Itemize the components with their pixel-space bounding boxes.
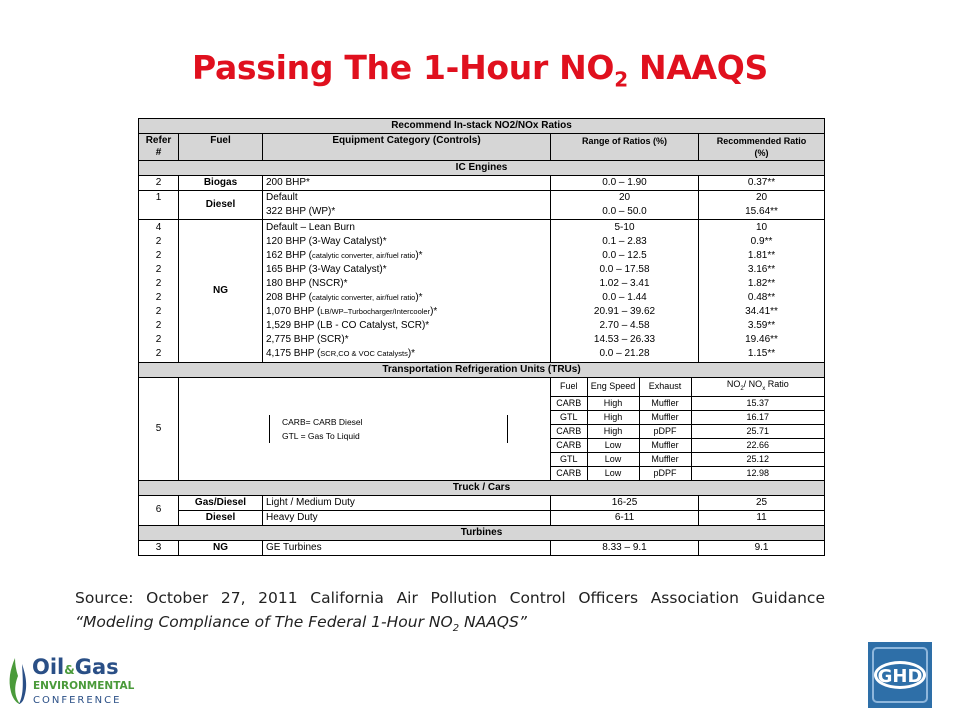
ref-cell: 5	[139, 378, 179, 481]
table-row: CARB High pDPF 25.71	[551, 424, 824, 438]
ref-value: 2	[155, 292, 162, 303]
equipment-value: 4,175 BHP (SCR,CO & VOC Catalysts)*	[266, 348, 416, 359]
equipment-cell: Light / Medium Duty	[263, 495, 551, 510]
table-caption: Recommend In-stack NO2/NOx Ratios	[139, 119, 825, 134]
recommended-cell: 15.64**	[699, 205, 825, 220]
ng-recommended-column	[699, 220, 825, 363]
fuel-cell: Gas/Diesel	[179, 495, 263, 510]
ng-ref-column	[139, 220, 179, 363]
equipment-value: Default – Lean Burn	[266, 222, 355, 233]
tru-subtable-cell	[551, 378, 825, 481]
range-cell: 0.0 – 1.90	[551, 176, 699, 191]
table-row: CARB High Muffler 15.37	[551, 396, 824, 410]
svg-text:Oil&Gas: Oil&Gas	[32, 655, 119, 679]
recommended-value: 10	[755, 222, 768, 233]
recommended-value: 0.9**	[750, 236, 773, 247]
recommended-cell: 25	[699, 495, 825, 510]
range-cell: 6-11	[551, 510, 699, 525]
equipment-value: 1,529 BHP (LB - CO Catalyst, SCR)*	[266, 320, 430, 331]
range-value: 5-10	[614, 222, 635, 233]
tru-left-area	[179, 378, 551, 481]
table-row: CARB Low Muffler 22.66	[551, 438, 824, 452]
fuel-cell: NG	[179, 220, 263, 363]
tru-header-ratio: $NO_2/$ $NO_x$ Ratio	[691, 378, 824, 396]
equipment-value: 120 BHP (3-Way Catalyst)*	[266, 236, 387, 247]
ref-value: 2	[155, 306, 162, 317]
tru-block	[139, 378, 825, 481]
equipment-cell: GE Turbines	[263, 540, 551, 555]
recommended-value: 1.15**	[747, 348, 776, 359]
tru-header-speed: Eng Speed	[587, 378, 639, 396]
range-value: 0.0 – 21.28	[599, 348, 650, 359]
section-turbines: Turbines	[139, 525, 825, 540]
range-value: 14.53 – 26.33	[593, 334, 656, 345]
section-trus: Transportation Refrigeration Units (TRUs)	[139, 363, 825, 378]
equipment-value: 2,775 BHP (SCR)*	[266, 334, 349, 345]
ref-value: 2	[155, 278, 162, 289]
equipment-value: 165 BHP (3-Way Catalyst)*	[266, 264, 387, 275]
recommended-cell: 11	[699, 510, 825, 525]
table-row	[139, 191, 825, 206]
equipment-value: 162 BHP (catalytic converter, air/fuel ratio)*	[266, 250, 423, 261]
equipment-cell: 322 BHP (WP)*	[263, 205, 551, 220]
range-value: 20.91 – 39.62	[593, 306, 656, 317]
source-citation: Source: October 27, 2011 California Air Pollution Control Officers Association Guidance “Modeling Compliance of The Federal 1-Hour $NO_2$ NAAQS”	[75, 589, 825, 635]
tru-header-row	[551, 378, 824, 396]
ref-value: 2	[155, 236, 162, 247]
ng-block	[139, 220, 825, 363]
equipment-value: 208 BHP (catalytic converter, air/fuel ratio)*	[266, 292, 423, 303]
range-value: 0.0 – 12.5	[602, 250, 647, 261]
table-row: GTL Low Muffler 25.12	[551, 452, 824, 466]
equipment-cell: Default	[263, 191, 551, 206]
table-row	[139, 495, 825, 510]
table-row: CARB Low pDPF 12.98	[551, 466, 824, 480]
recommended-cell: 0.37**	[699, 176, 825, 191]
col-header-ref: Refer #	[139, 134, 179, 161]
recommended-cell: 9.1	[699, 540, 825, 555]
recommended-value: 3.16**	[747, 264, 776, 275]
table-caption-row	[139, 119, 825, 134]
col-header-fuel: Fuel	[179, 134, 263, 161]
tru-fuel-legend: CARB= CARB Diesel GTL = Gas To Liquid	[270, 415, 508, 443]
section-truck-cars: Truck / Cars	[139, 480, 825, 495]
flame-drop-icon	[6, 650, 135, 710]
table-row	[139, 510, 825, 525]
tru-header-fuel: Fuel	[551, 378, 587, 396]
table-row: GTL High Muffler 16.17	[551, 410, 824, 424]
ref-value: 2	[155, 320, 162, 331]
table-row	[139, 176, 825, 191]
col-header-equipment: Equipment Category (Controls)	[263, 134, 551, 161]
ng-equipment-column	[263, 220, 551, 363]
range-value: 1.02 – 3.41	[599, 278, 650, 289]
col-header-recommended: Recommended Ratio (%)	[699, 134, 825, 161]
equipment-cell: Heavy Duty	[263, 510, 551, 525]
ref-value: 2	[155, 348, 162, 359]
range-cell: 20	[551, 191, 699, 206]
fuel-cell: Biogas	[179, 176, 263, 191]
ref-cell: 6	[139, 495, 179, 525]
ghd-badge-icon	[868, 642, 932, 708]
ref-value: 2	[155, 250, 162, 261]
fuel-cell: NG	[179, 540, 263, 555]
equipment-value: 180 BHP (NSCR)*	[266, 278, 348, 289]
oil-gas-conference-logo	[6, 650, 135, 710]
range-cell: 8.33 – 9.1	[551, 540, 699, 555]
range-value: 0.0 – 17.58	[599, 264, 650, 275]
recommended-value: 3.59**	[747, 320, 776, 331]
range-value: 0.0 – 1.44	[602, 292, 647, 303]
ref-value: 2	[155, 334, 162, 345]
ref-value: 4	[155, 222, 162, 233]
ref-cell: 1	[139, 191, 179, 220]
recommended-value: 1.81**	[747, 250, 776, 261]
equipment-value: 1,070 BHP (LB/WP–Turbocharger/Intercooler)*	[266, 306, 438, 317]
ratios-table	[138, 118, 825, 556]
tru-header-exhaust: Exhaust	[639, 378, 691, 396]
range-value: 2.70 – 4.58	[599, 320, 650, 331]
recommended-value: 34.41**	[745, 306, 778, 317]
ng-range-column	[551, 220, 699, 363]
ref-cell: 2	[139, 176, 179, 191]
ghd-logo	[868, 642, 932, 708]
range-value: 0.1 – 2.83	[602, 236, 647, 247]
ref-cell: 3	[139, 540, 179, 555]
ratios-table-container	[138, 118, 824, 556]
slide-title: Passing The 1-Hour $NO_2$ NAAQS	[191, 48, 769, 92]
col-header-range: Range of Ratios (%)	[551, 134, 699, 161]
svg-text:ENVIRONMENTAL: ENVIRONMENTAL	[33, 680, 135, 692]
range-cell: 16-25	[551, 495, 699, 510]
equipment-cell: 200 BHP*	[263, 176, 551, 191]
tru-subtable	[551, 378, 824, 480]
fuel-cell: Diesel	[179, 191, 263, 220]
svg-text:GHD: GHD	[877, 666, 923, 687]
range-cell: 0.0 – 50.0	[551, 205, 699, 220]
ref-value: 2	[155, 264, 162, 275]
recommended-value: 19.46**	[745, 334, 778, 345]
svg-text:CONFERENCE: CONFERENCE	[33, 695, 122, 706]
column-header-row	[139, 134, 825, 161]
recommended-value: 0.48**	[747, 292, 776, 303]
section-ic-engines: IC Engines	[139, 161, 825, 176]
recommended-cell: 20	[699, 191, 825, 206]
fuel-cell: Diesel	[179, 510, 263, 525]
table-row	[139, 540, 825, 555]
recommended-value: 1.82**	[747, 278, 776, 289]
